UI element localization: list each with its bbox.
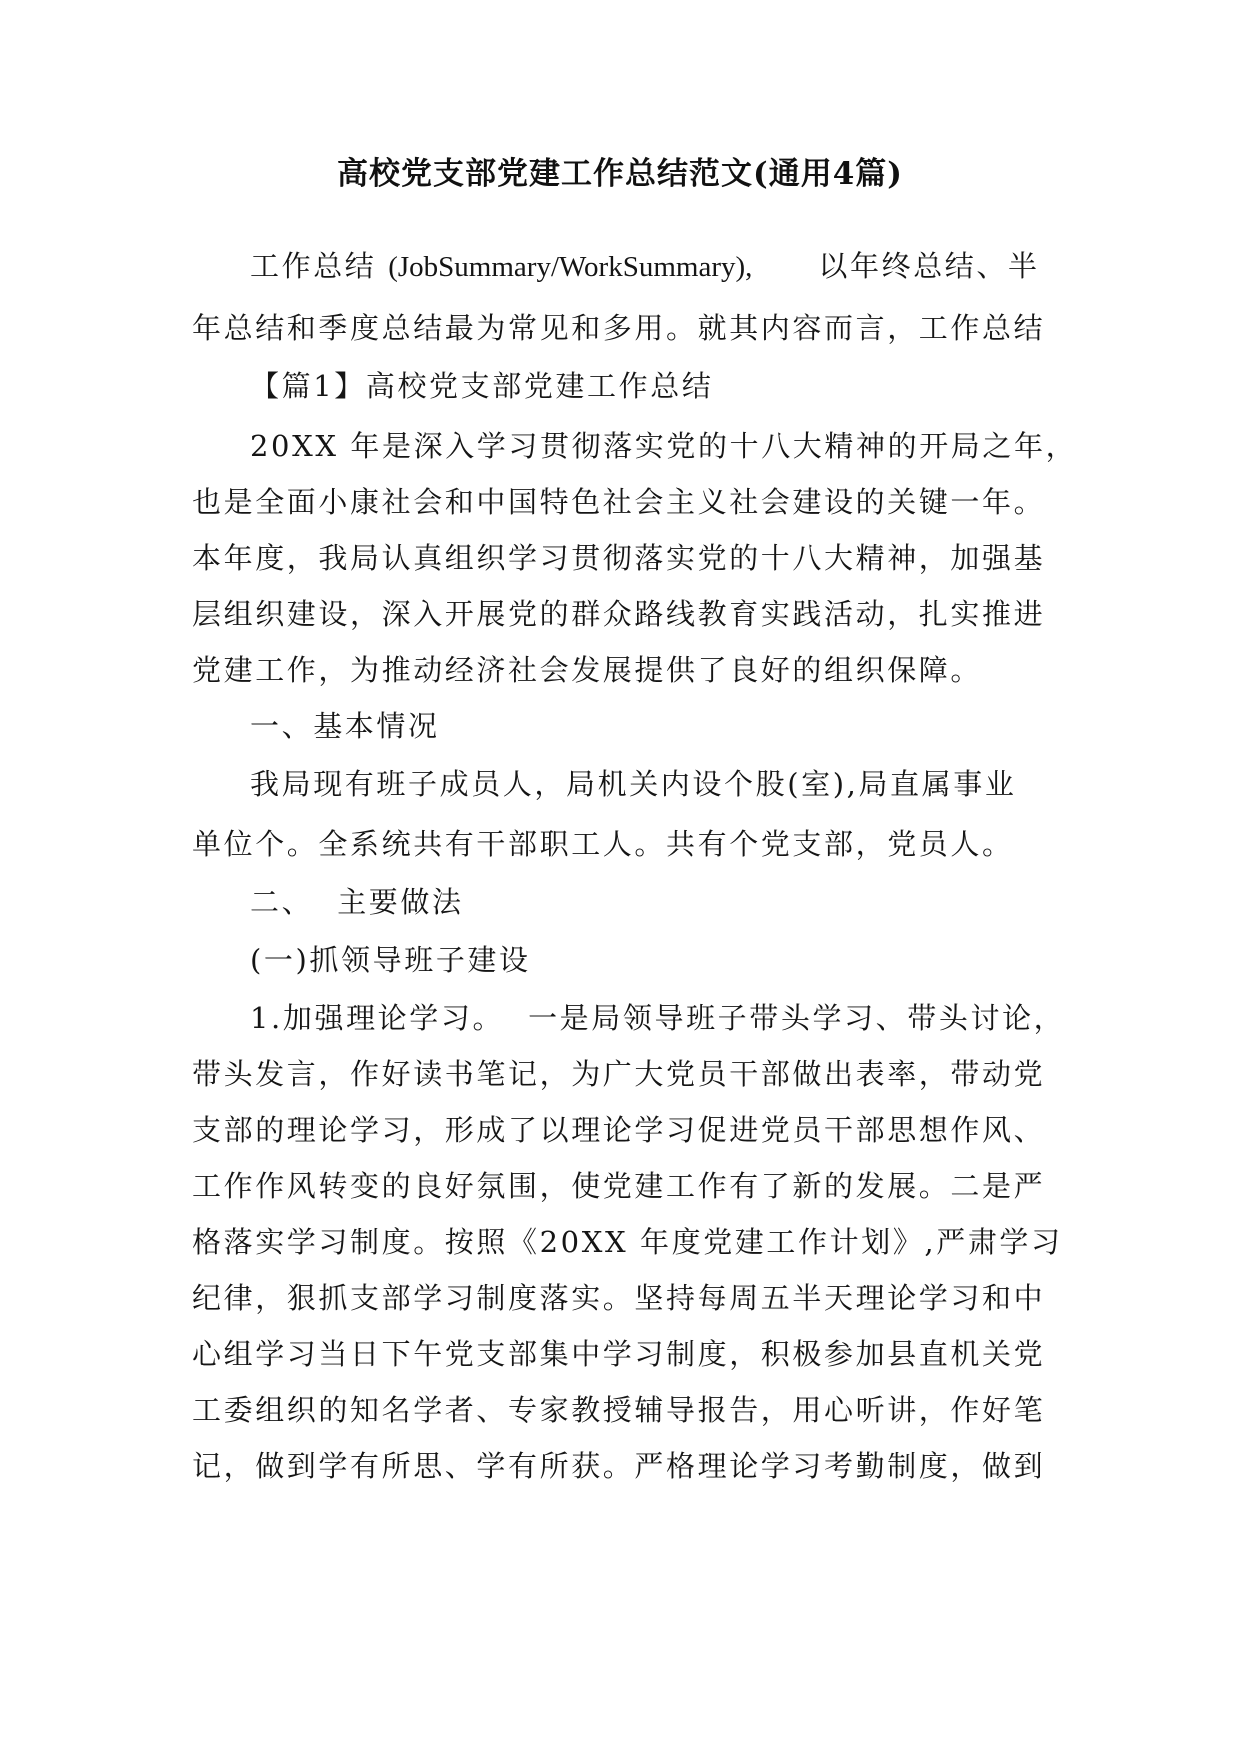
- paragraph3-line-9: 记，做到学有所思、学有所获。严格理论学习考勤制度，做到: [192, 1449, 1046, 1483]
- paragraph3-line-3: 支部的理论学习，形成了以理论学习促进党员干部思想作风、: [192, 1113, 1046, 1147]
- intro-latin-term: (JobSummary/WorkSummary),: [388, 251, 753, 283]
- paragraph3-line-7: 心组学习当日下午党支部集中学习制度，积极参加县直机关党: [192, 1337, 1046, 1371]
- item-label: 1.加强理论学习。: [250, 1001, 505, 1035]
- paragraph1-line-1: 20XX 年是深入学习贯彻落实党的十八大精神的开局之年，: [250, 429, 1078, 463]
- heading-number: 二、: [250, 885, 314, 919]
- document-title: 高校党支部党建工作总结范文(通用4篇): [337, 156, 903, 192]
- intro-line-2: 年总结和季度总结最为常见和多用。就其内容而言，工作总结: [192, 311, 1046, 345]
- paragraph3-line-1: [250, 996, 1065, 1040]
- item-text: 一是局领导班子带头学习、带头讨论，: [528, 1001, 1066, 1035]
- heading-basic-situation: 一、基本情况: [250, 709, 440, 743]
- paragraph3-line-4: 工作作风转变的良好氛围，使党建工作有了新的发展。二是严: [192, 1169, 1046, 1203]
- paragraph2-line-2: 单位个。全系统共有干部职工人。共有个党支部，党员人。: [192, 827, 1014, 861]
- heading-text: 主要做法: [337, 885, 464, 919]
- paragraph3-line-2: 带头发言，作好读书笔记，为广大党员干部做出表率，带动党: [192, 1057, 1046, 1091]
- intro-suffix: 以年终总结、半: [818, 249, 1040, 283]
- heading-main-practices: [250, 880, 464, 924]
- subheading-leadership: (一)抓领导班子建设: [250, 943, 531, 977]
- paragraph3-line-6: 纪律，狠抓支部学习制度落实。坚持每周五半天理论学习和中: [192, 1281, 1046, 1315]
- paragraph1-line-4: 层组织建设，深入开展党的群众路线教育实践活动，扎实推进: [192, 597, 1046, 631]
- paragraph3-line-8: 工委组织的知名学者、专家教授辅导报告，用心听讲，作好笔: [192, 1393, 1046, 1427]
- paragraph1-line-5: 党建工作，为推动经济社会发展提供了良好的组织保障。: [192, 653, 983, 687]
- paragraph1-line-3: 本年度，我局认真组织学习贯彻落实党的十八大精神，加强基: [192, 541, 1046, 575]
- intro-line-1: [250, 244, 1040, 289]
- section-heading: 【篇1】高校党支部党建工作总结: [250, 369, 714, 403]
- paragraph1-line-2: 也是全面小康社会和中国特色社会主义社会建设的关键一年。: [192, 485, 1046, 519]
- paragraph3-line-5: 格落实学习制度。按照《20XX 年度党建工作计划》,严肃学习: [192, 1225, 1063, 1259]
- intro-prefix: 工作总结: [250, 249, 377, 283]
- paragraph2-line-1: 我局现有班子成员人，局机关内设个股(室),局直属事业: [250, 767, 1017, 801]
